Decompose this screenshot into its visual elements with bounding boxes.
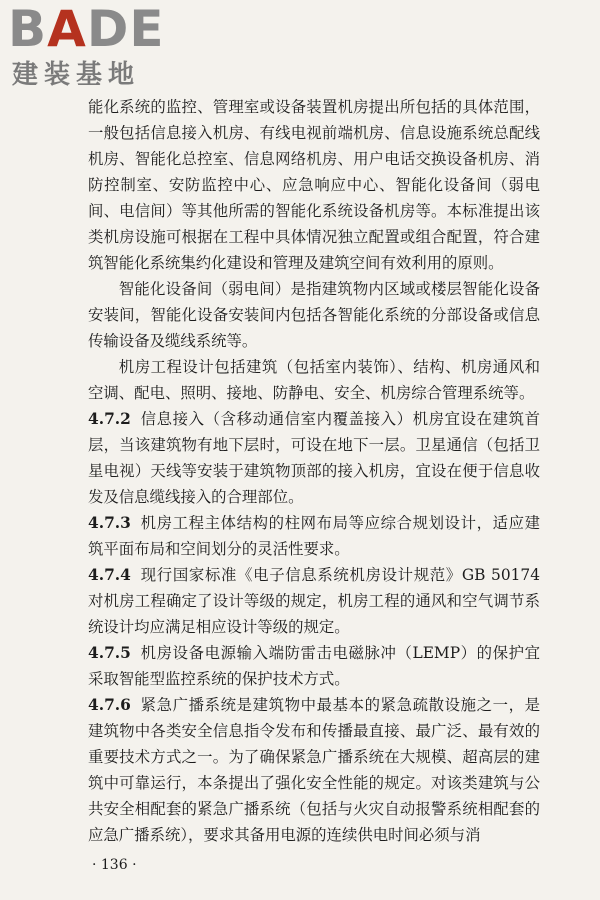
clause-number: 4.7.3 [88,514,131,532]
clause-4-7-3: 4.7.3 机房工程主体结构的柱网布局等应综合规划设计，适应建筑平面布局和空间划分的灵活性要求。 [88,514,540,558]
clause-4-7-2: 4.7.2 信息接入（含移动通信室内覆盖接入）机房宜设在建筑首层，当该建筑物有地下层时，可设在地下一层。卫星通信（包括卫星电视）天线等安装于建筑物顶部的接入机房，宜设在便于信息收发及信息缆线接入的合理部位。 [88,410,540,506]
page-body [88,94,540,848]
paragraph: 机房工程设计包括建筑（包括室内装饰）、结构、机房通风和空调、配电、照明、接地、防静电、安全、机房综合管理系统等。 [88,358,540,402]
clause-number: 4.7.5 [88,644,131,662]
paragraph: 智能化设备间（弱电间）是指建筑物内区域或楼层智能化设备安装间，智能化设备安装间内包括各智能化系统的分部设备或信息传输设备及缆线系统等。 [88,280,540,350]
watermark-subtitle: 建装基地 [12,60,141,90]
clause-number: 4.7.2 [88,410,131,428]
clause-4-7-6: 4.7.6 紧急广播系统是建筑物中最基本的紧急疏散设施之一，是建筑物中各类安全信息指令发布和传播最直接、最广泛、最有效的重要技术方式之一。为了确保紧急广播系统在大规模、超高层的建筑中可靠运行，本条提出了强化安全性能的规定。对该类建筑与公共安全相配套的紧急广播系统（包括与火灾自动报警系统相配套的应急广播系统），要求其备用电源的连续供电时间必须与消 [88,696,540,844]
paragraph: 能化系统的监控、管理室或设备装置机房提出所包括的具体范围，一般包括信息接入机房、有线电视前端机房、信息设施系统总配线机房、智能化总控室、信息网络机房、用户电话交换设备机房、消防控制室、安防监控中心、应急响应中心、智能化设备间（弱电间、电信间）等其他所需的智能化系统设备机房等。本标准提出该类机房设施可根据在工程中具体情况独立配置或组合配置，符合建筑智能化系统集约化建设和管理及建筑空间有效利用的原则。 [88,98,540,272]
clause-number: 4.7.6 [88,696,131,714]
clause-number: 4.7.4 [88,566,131,584]
watermark-logo [8,2,178,94]
clause-4-7-5: 4.7.5 机房设备电源输入端防雷击电磁脉冲（LEMP）的保护宜采取智能型监控系统的保护技术方式。 [88,644,540,688]
watermark-brand: BADE [8,0,165,58]
clause-4-7-4: 4.7.4 现行国家标准《电子信息系统机房设计规范》GB 50174 对机房工程确定了设计等级的规定，机房工程的通风和空气调节系统设计均应满足相应设计等级的规定。 [88,566,540,636]
page-number: · 136 · [92,857,137,873]
